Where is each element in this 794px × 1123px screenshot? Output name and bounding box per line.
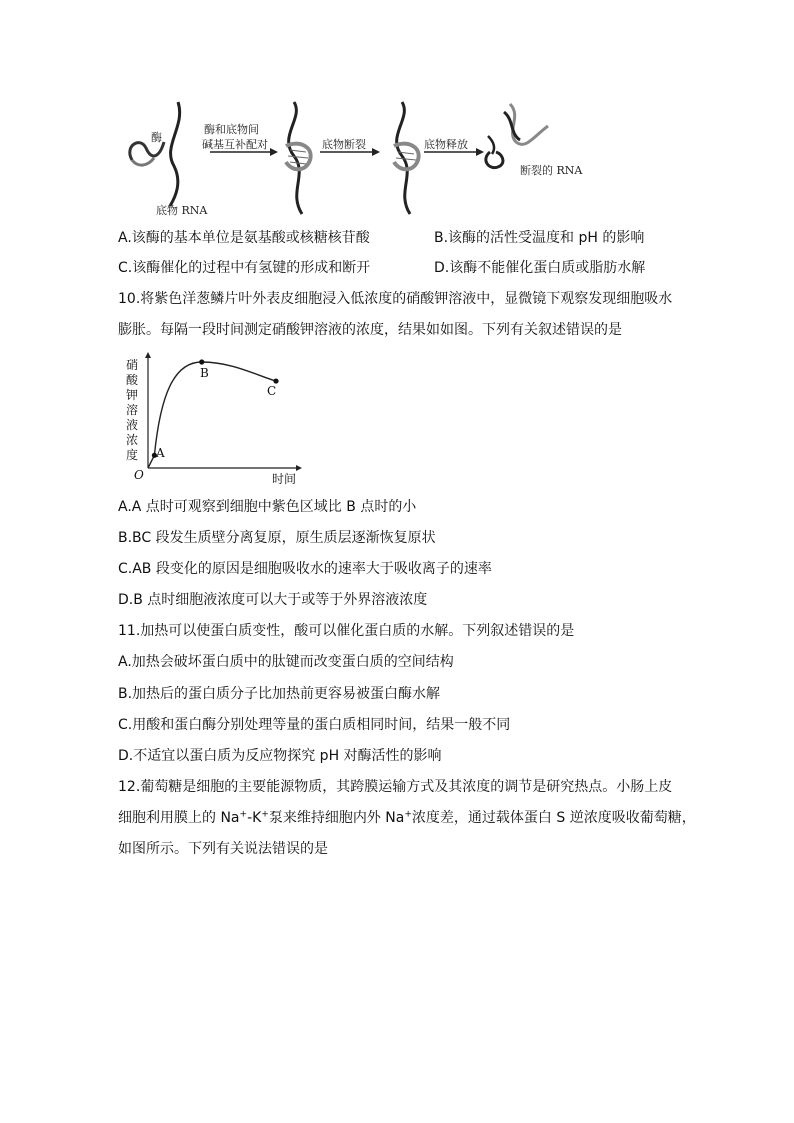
q10-option-b: B.BC 段发生质壁分离复原，原生质层逐渐恢复原状 [118,530,436,546]
q12-sup-3: + [404,809,412,820]
q11-stem: 11.加热可以使蛋白质变性，酸可以催化蛋白质的水解。下列叙述错误的是 [118,623,575,639]
chart-x-label: 时间 [272,472,297,486]
substrate-label: 底物 RNA [156,204,208,217]
q12-sup-2: + [261,809,269,820]
chart-plot [118,350,318,486]
q11-option-b: B.加热后的蛋白质分子比加热前更容易被蛋白酶水解 [118,686,441,702]
q12-line2 [118,808,696,828]
q10-stem-line1: 10.将紫色洋葱鳞片叶外表皮细胞浸入低浓度的硝酸钾溶液中，显微镜下观察发现细胞吸水 [118,291,673,307]
step2-label: 底物断裂 [322,138,366,151]
chart-y-label: 硝酸钾溶液浓度 [126,358,139,462]
q10-option-a: A.A 点时可观察到细胞中紫色区域比 B 点时的小 [118,499,417,515]
x-axis-arrow [296,465,302,471]
chart-point-c [273,378,278,383]
q12-line3: 如图所示。下列有关说法错误的是 [118,841,328,857]
point-label-a: A [156,446,165,460]
point-label-c: C [267,384,277,398]
q12-line1: 12.葡萄糖是细胞的主要能源物质，其跨膜运输方式及其浓度的调节是研究热点。小肠上皮 [118,779,673,795]
chart-point-b [199,359,204,364]
q9-option-d: D.该酶不能催化蛋白质或脂肪水解 [434,260,646,276]
q10-stem-line2: 膨胀。每隔一段时间测定硝酸钾溶液的浓度，结果如如图。下列有关叙述错误的是 [118,322,622,338]
q12-line2-part-a: 细胞利用膜上的 Na [118,810,240,826]
q11-option-d: D.不适宜以蛋白质为反应物探究 pH 对酶活性的影响 [118,748,442,764]
q12-line2-part-b: -K [247,810,262,826]
point-label-b: B [200,366,209,380]
enzyme-label: 酶 [151,131,162,144]
q11-option-c: C.用酸和蛋白酶分别处理等量的蛋白质相同时间，结果一般不同 [118,717,511,733]
concentration-chart [118,350,318,486]
q12-sup-1: + [239,809,248,820]
step3-label: 底物释放 [424,138,468,151]
y-axis-arrow [145,352,151,358]
q9-option-c: C.该酶催化的过程中有氢键的形成和断开 [118,260,371,276]
origin-label: O [134,468,144,482]
ribozyme-diagram [118,96,588,222]
q12-line2-part-c: 泵来维持细胞内外 Na [268,810,405,826]
q9-option-b: B.该酶的活性受温度和 pH 的影响 [434,230,645,246]
broken-rna-label: 断裂的 RNA [520,164,583,177]
q10-option-d: D.B 点时细胞液浓度可以大于或等于外界溶液浓度 [118,592,428,608]
q9-option-a: A.该酶的基本单位是氨基酸或核糖核苷酸 [118,230,370,246]
q10-option-c: C.AB 段变化的原因是细胞吸收水的速率大于吸收离子的速率 [118,561,492,577]
q12-line2-part-d: 浓度差，通过载体蛋白 S 逆浓度吸收葡萄糖， [411,810,696,826]
step1-label-line1: 酶和底物间 [204,123,259,136]
q11-option-a: A.加热会破坏蛋白质中的肽键而改变蛋白质的空间结构 [118,654,454,670]
concentration-curve [148,362,276,468]
step1-label-line2: 碱基互补配对 [202,138,268,151]
